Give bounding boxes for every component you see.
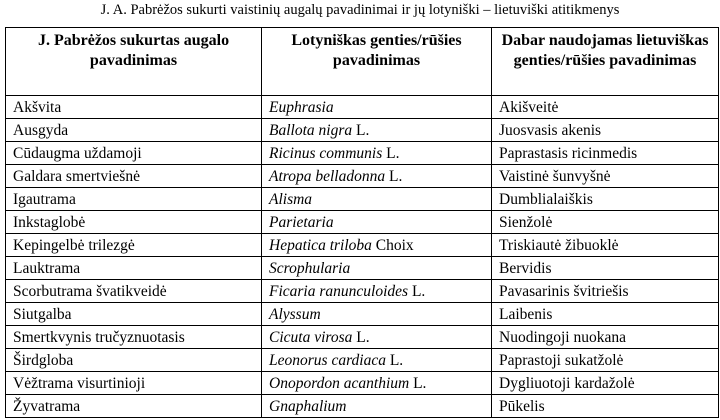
latin-name-cell: [262, 234, 492, 257]
latin-species-name: Ricinus communis: [269, 144, 383, 162]
pabreza-name-cell: Lauktrama: [6, 257, 262, 280]
author-abbreviation: L.: [385, 167, 403, 185]
author-abbreviation: L.: [385, 351, 404, 369]
lithuanian-name-cell: Triskiautė žibuoklė: [492, 234, 719, 257]
lithuanian-name-cell: Vaistinė šunvyšnė: [492, 165, 719, 188]
latin-species-name: Onopordon acanthium: [269, 374, 410, 392]
table-row: [6, 234, 719, 257]
latin-name-cell: [262, 349, 492, 372]
lithuanian-name-cell: Juosvasis akenis: [492, 119, 719, 142]
author-abbreviation: L.: [352, 328, 370, 346]
author-abbreviation: L.: [408, 282, 426, 300]
table-row: [6, 188, 719, 211]
latin-name-cell: [262, 257, 492, 280]
pabreza-name-cell: Cūdaugma uždamoji: [6, 142, 262, 165]
table-row: [6, 119, 719, 142]
pabreza-name-cell: Ausgyda: [6, 119, 262, 142]
lithuanian-name-cell: Paprastasis ricinmedis: [492, 142, 719, 165]
lithuanian-name-cell: Pavasarinis švitriešis: [492, 280, 719, 303]
latin-species-name: Leonorus cardiaca: [269, 351, 386, 369]
latin-name-cell: [262, 188, 492, 211]
latin-name-cell: [262, 211, 492, 234]
author-abbreviation: L.: [352, 121, 370, 139]
latin-name-cell: [262, 326, 492, 349]
author-abbreviation: Choix: [371, 236, 414, 254]
header-pabreza-name: J. Pabrėžos sukurtas augalo pavadinimas: [6, 28, 262, 96]
pabreza-name-cell: Siutgalba: [6, 303, 262, 326]
pabreza-name-cell: Žyvatrama: [6, 395, 262, 418]
latin-species-name: Euphrasia: [269, 98, 334, 116]
lithuanian-name-cell: Laibenis: [492, 303, 719, 326]
pabreza-name-cell: Galdara smertviešnė: [6, 165, 262, 188]
author-abbreviation: L.: [382, 144, 400, 162]
pabreza-name-cell: Vėžtrama visurtinioji: [6, 372, 262, 395]
pabreza-name-cell: Akšvita: [6, 96, 262, 119]
latin-species-name: Ficaria ranunculoides: [269, 282, 409, 300]
latin-name-cell: [262, 303, 492, 326]
header-latin-name: Lotyniškas genties/rūšies pavadinimas: [262, 28, 492, 96]
latin-species-name: Alyssum: [269, 305, 321, 323]
latin-species-name: Hepatica triloba: [269, 236, 372, 254]
table-row: [6, 372, 719, 395]
header-lithuanian-name: Dabar naudojamas lietuviškas genties/rūšies pavadinimas: [492, 28, 719, 96]
pabreza-name-cell: Smertkvynis tručyznuotasis: [6, 326, 262, 349]
latin-name-cell: [262, 142, 492, 165]
table-row: [6, 211, 719, 234]
table-row: [6, 395, 719, 418]
latin-name-cell: [262, 372, 492, 395]
lithuanian-name-cell: Dumblialaiškis: [492, 188, 719, 211]
latin-species-name: Ballota nigra: [269, 121, 353, 139]
latin-species-name: Cicuta virosa: [269, 328, 353, 346]
table-row: [6, 280, 719, 303]
table-row: [6, 165, 719, 188]
table-row: [6, 96, 719, 119]
table-row: [6, 326, 719, 349]
lithuanian-name-cell: Nuodingoji nuokana: [492, 326, 719, 349]
latin-name-cell: [262, 96, 492, 119]
author-abbreviation: L.: [409, 374, 427, 392]
table-row: [6, 349, 719, 372]
lithuanian-name-cell: Akišveitė: [492, 96, 719, 119]
latin-name-cell: [262, 119, 492, 142]
table-caption: J. A. Pabrėžos sukurti vaistinių augalų pavadinimai ir jų lotyniški – lietuviški atitikmenys: [100, 2, 620, 18]
latin-species-name: Parietaria: [269, 213, 334, 231]
table-row: [6, 303, 719, 326]
latin-name-cell: [262, 165, 492, 188]
latin-species-name: Alisma: [269, 190, 313, 208]
latin-name-cell: [262, 280, 492, 303]
latin-species-name: Scrophularia: [269, 259, 351, 277]
plant-names-table: [5, 27, 719, 418]
lithuanian-name-cell: Pūkelis: [492, 395, 719, 418]
header-row: [6, 28, 719, 96]
latin-species-name: Gnaphalium: [269, 397, 347, 415]
lithuanian-name-cell: Bervidis: [492, 257, 719, 280]
latin-species-name: Atropa belladonna: [269, 167, 386, 185]
lithuanian-name-cell: Dygliuotoji kardažolė: [492, 372, 719, 395]
pabreza-name-cell: Scorbutrama švatikveidė: [6, 280, 262, 303]
lithuanian-name-cell: Paprastoji sukatžolė: [492, 349, 719, 372]
latin-name-cell: [262, 395, 492, 418]
table-row: [6, 142, 719, 165]
pabreza-name-cell: Inkstaglobė: [6, 211, 262, 234]
table-body: [6, 96, 719, 418]
table-row: [6, 257, 719, 280]
pabreza-name-cell: Širdglоba: [6, 349, 262, 372]
pabreza-name-cell: Kepingelbė trilezgė: [6, 234, 262, 257]
pabreza-name-cell: Igautrama: [6, 188, 262, 211]
lithuanian-name-cell: Sienžolė: [492, 211, 719, 234]
